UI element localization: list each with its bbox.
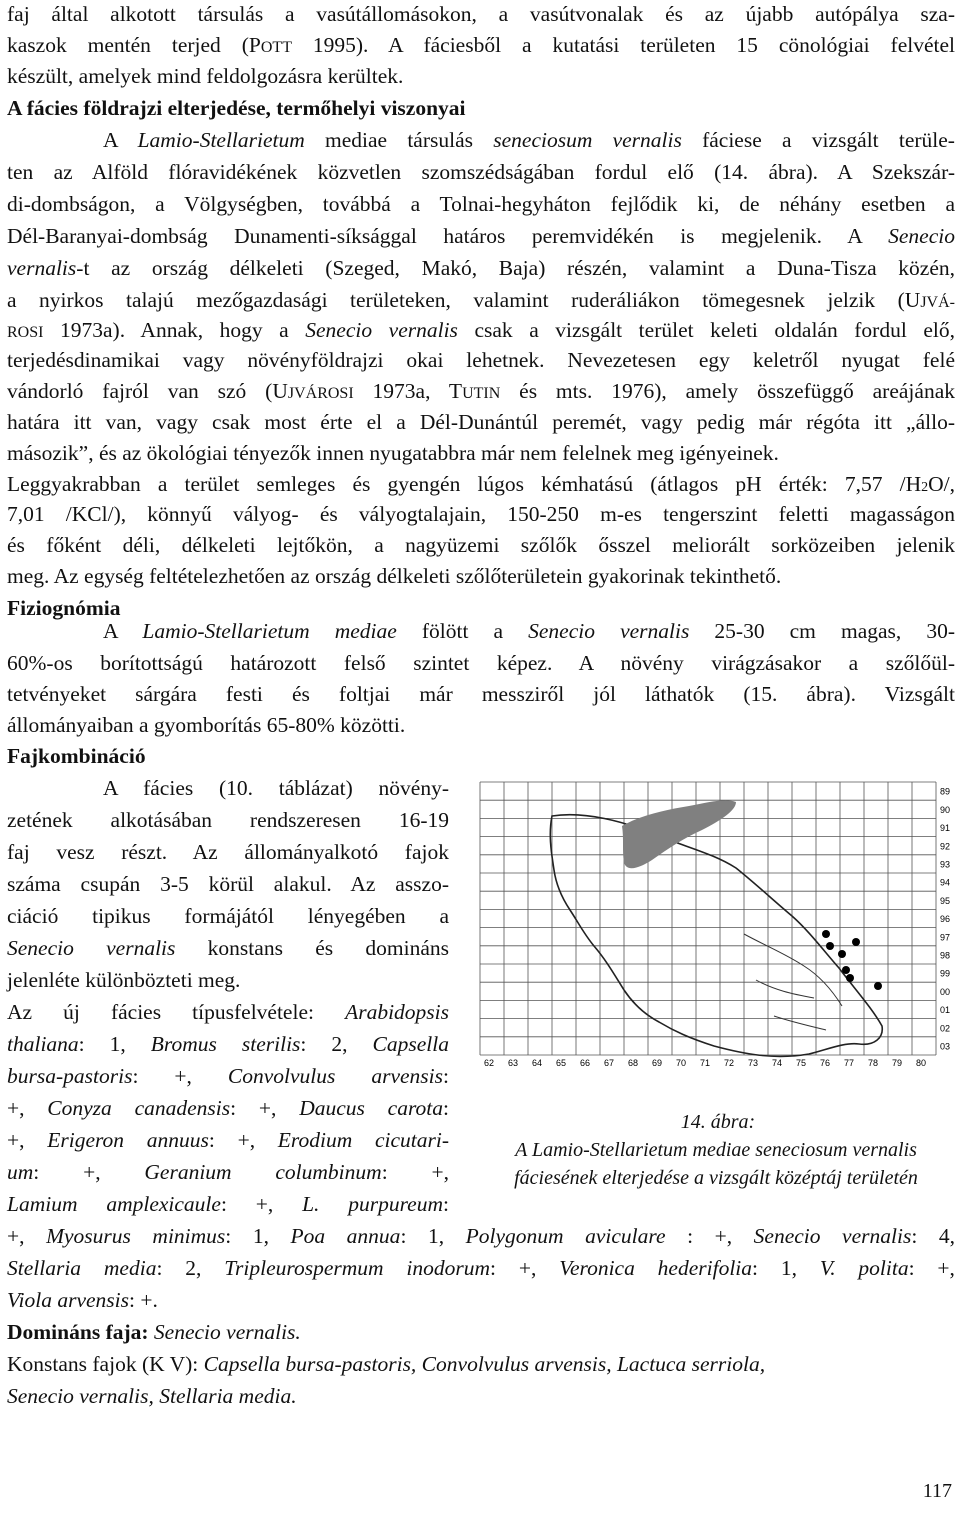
paragraph-line: Senecio vernalis konstans és domináns <box>7 936 449 960</box>
paragraph-line: terjedésdinamikai vagy növényföldrajzi okai lehetnek. Nevezetesen egy keletről nyugat felé <box>7 348 955 372</box>
grid-column-label: 69 <box>652 1058 663 1068</box>
grid-row-label: 02 <box>940 1023 951 1034</box>
section-heading-physiognomy: Fiziognómia <box>7 596 121 620</box>
grid-row-label: 90 <box>940 804 951 815</box>
grid-row-label: 94 <box>940 877 951 888</box>
paragraph-line: Lamium amplexicaule: +, L. purpureum: <box>7 1192 449 1216</box>
grid-column-label: 79 <box>892 1058 903 1068</box>
paragraph-line: Viola arvensis: +. <box>7 1288 158 1312</box>
grid-column-label: 68 <box>628 1058 639 1068</box>
grid-column-label: 62 <box>484 1058 495 1068</box>
constant-species-line: Konstans fajok (K V): Capsella bursa-pastoris, Convolvulus arvensis, Lactuca serriola, <box>7 1352 766 1376</box>
page-number: 117 <box>922 1480 952 1502</box>
occurrence-dot <box>842 966 850 974</box>
occurrence-dots <box>822 930 882 990</box>
paragraph-line: határa itt van, vagy csak most érte el a Dél-Dunántúl peremét, vagy pedig már régóta itt „állo- <box>7 410 955 434</box>
grid-row-label: 97 <box>940 932 951 943</box>
grid-row-label: 93 <box>940 859 951 870</box>
paragraph-line: +, Myosurus minimus: 1, Poa annua: 1, Polygonum aviculare : +, Senecio vernalis: 4, <box>7 1224 955 1248</box>
grid-column-label: 67 <box>604 1058 615 1068</box>
grid-row-label: 98 <box>940 950 951 961</box>
section-heading-species-combination: Fajkombináció <box>7 744 146 768</box>
occurrence-dot <box>846 974 854 982</box>
grid-column-label: 64 <box>532 1058 543 1068</box>
paragraph-line: a nyirkos talajú mezőgazdasági területeken, valamint ruderáliákon tömegesnek jelzik (UJVÁ- <box>7 288 955 312</box>
grid-column-label: 77 <box>844 1058 855 1068</box>
paragraph-line: faj által alkotott társulás a vasútállomásokon, a vasútvonalak és az újabb autópálya sza- <box>7 2 955 26</box>
occurrence-dot <box>838 950 846 958</box>
figure-caption-number: 14. ábra: <box>680 1111 756 1133</box>
paragraph-line: Az új fácies típusfelvétele: Arabidopsis <box>7 1000 449 1024</box>
paragraph-line: jelenléte különbözteti meg. <box>7 968 241 992</box>
dominant-species-line: Domináns faja: Senecio vernalis. <box>7 1320 301 1344</box>
section-heading-distribution: A fácies földrajzi elterjedése, termőhelyi viszonyai <box>7 96 466 120</box>
grid-row-label: 00 <box>940 986 951 997</box>
occurrence-dot <box>826 942 834 950</box>
paragraph-line: állományaiban a gyomborítás 65-80% közötti. <box>7 713 406 737</box>
paragraph-line: zetének alkotásában rendszeresen 16-19 <box>7 808 449 832</box>
paragraph-line: ciáció tipikus formájától lényegében a <box>7 904 449 928</box>
paragraph-line: meg. Az egység feltételezhetően az ország délkeleti szőlőterületein gyakorinak tekinthető. <box>7 564 782 588</box>
paragraph-line: száma csupán 3-5 körül alakul. Az asszo- <box>7 872 449 896</box>
paragraph-line: thaliana: 1, Bromus sterilis: 2, Capsella <box>7 1032 449 1056</box>
grid-column-label: 76 <box>820 1058 831 1068</box>
paragraph-line: vernalis-t az ország délkeleti (Szeged, Makó, Baja) részén, valamint a Duna-Tisza közén, <box>7 256 955 280</box>
grid-column-label: 80 <box>916 1058 927 1068</box>
grid-row-label: 92 <box>940 841 951 852</box>
grid-column-label: 72 <box>724 1058 735 1068</box>
paragraph-line: A Lamio-Stellarietum mediae fölött a Senecio vernalis 25-30 cm magas, 30- <box>103 619 956 643</box>
grid-row-label: 89 <box>940 786 951 797</box>
paragraph-line: 60%-os borítottságú határozott felső szintet képez. A növény virágzásakor a szőlőül- <box>7 651 955 675</box>
paragraph-line: ROSI 1973a). Annak, hogy a Senecio vernalis csak a vizsgált terület keleti oldalán fordul elő, <box>7 318 955 342</box>
figure-caption-line: A Lamio-Stellarietum mediae seneciosum vernalis <box>515 1139 917 1161</box>
grid-column-label: 65 <box>556 1058 567 1068</box>
grid-row-labels <box>940 787 950 1052</box>
occurrence-dot <box>874 982 882 990</box>
grid-row-label: 01 <box>940 1005 951 1016</box>
paragraph-line: faj vesz részt. Az állományalkotó fajok <box>7 840 449 864</box>
paragraph-line: Leggyakrabban a terület semleges és gyengén lúgos kémhatású (átlagos pH érték: 7,57 /H2O/, <box>7 472 955 496</box>
distribution-map-figure <box>474 776 958 1092</box>
paragraph-line: A Lamio-Stellarietum mediae társulás seneciosum vernalis fáciese a vizsgált terüle- <box>103 128 955 152</box>
grid-row-label: 91 <box>940 823 951 834</box>
paragraph-line: másozik”, és az ökológiai tényezők innen nyugatabbra már nem felelnek meg igényeinek. <box>7 441 779 465</box>
grid-row-label: 99 <box>940 968 951 979</box>
grid-column-label: 63 <box>508 1058 519 1068</box>
paragraph-line: és főként déli, délkeleti lejtőkön, a nagyüzemi szőlők ősszel meliorált sorközeiben jelenik <box>7 533 955 557</box>
grid-row-label: 96 <box>940 914 951 925</box>
paragraph-line: A fácies (10. táblázat) növény- <box>103 776 449 800</box>
grid-column-label: 74 <box>772 1058 783 1068</box>
occurrence-dot <box>852 938 860 946</box>
paragraph-line: bursa-pastoris: +, Convolvulus arvensis: <box>7 1064 449 1088</box>
constant-species-line: Senecio vernalis, Stellaria media. <box>7 1384 297 1408</box>
paragraph-line: um: +, Geranium columbinum: +, <box>7 1160 449 1184</box>
occurrence-dot <box>822 930 830 938</box>
grid-column-labels <box>484 1058 926 1068</box>
paragraph-line: di-dombságon, a Völgységben, továbbá a Tolnai-hegyháton fejlődik ki, de néhány esetben a <box>7 192 955 216</box>
paragraph-line: ten az Alföld flóravidékének közvetlen szomszédságában fordul elő (14. ábra). A Szekszár- <box>7 160 955 184</box>
paragraph-line: készült, amelyek mind feldolgozásra kerültek. <box>7 64 404 88</box>
grid-column-label: 71 <box>700 1058 711 1068</box>
paragraph-line: +, Erigeron annuus: +, Erodium cicutari- <box>7 1128 449 1152</box>
grid-row-label: 03 <box>940 1041 951 1052</box>
grid-column-label: 73 <box>748 1058 759 1068</box>
grid-column-label: 70 <box>676 1058 687 1068</box>
paragraph-line: kaszok mentén terjed (POTT 1995). A fáciesből a kutatási területen 15 cönológiai felvétel <box>7 33 955 57</box>
paragraph-line: 7,01 /KCl/), könnyű vályog- és vályogtalajain, 150-250 m-es tengerszint feletti magasságon <box>7 502 955 526</box>
paragraph-line: +, Conyza canadensis: +, Daucus carota: <box>7 1096 449 1120</box>
grid-column-label: 78 <box>868 1058 879 1068</box>
paragraph-line: Dél-Baranyai-dombság Dunamenti-síksággal határos peremvidékén is megjelenik. A Senecio <box>7 224 955 248</box>
paragraph-line: vándorló fajról van szó (UJVÁROSI 1973a, TUTIN és mts. 1976), amely összefüggő areájának <box>7 379 955 403</box>
grid-row-label: 95 <box>940 895 951 906</box>
grid-column-label: 66 <box>580 1058 591 1068</box>
grid-column-label: 75 <box>796 1058 807 1068</box>
paragraph-line: Stellaria media: 2, Tripleurospermum inodorum: +, Veronica hederifolia: 1, V. polita: +, <box>7 1256 955 1280</box>
paragraph-line: tetvényeket sárgára festi és foltjai már messziről jól láthatók (15. ábra). Vizsgált <box>7 682 955 706</box>
figure-caption-line: fáciesének elterjedése a vizsgált középtáj területén <box>514 1167 918 1189</box>
